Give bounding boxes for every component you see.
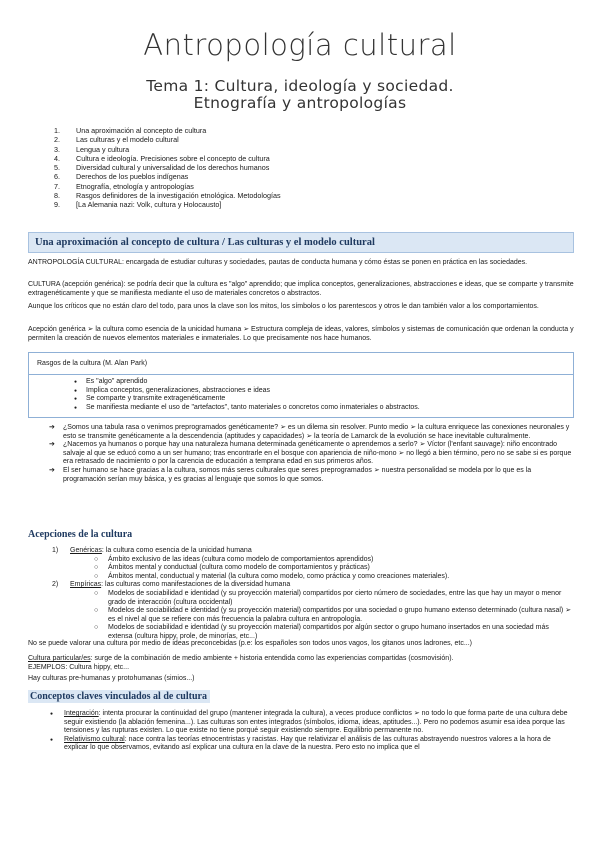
concepto-text	[64, 710, 572, 736]
concepto-item	[52, 736, 572, 753]
paragraph-antropologia: ANTROPOLOGÍA CULTURAL: encargada de estudiar culturas y sociedades, pautas de conducta humana y cómo éstas se ponen en práctica en las sociedades.	[28, 259, 528, 266]
acepcion-label: Genéricas	[70, 547, 102, 554]
toc-item	[54, 163, 281, 172]
acepcion-subitem	[52, 590, 572, 607]
acepcion-desc: : las culturas como manifestaciones de la diversidad humana	[101, 581, 291, 589]
rasgo-item	[74, 404, 420, 413]
section-heading-box	[28, 232, 574, 253]
paragraph-cultura: CULTURA (acepción genérica): se podría decir que la cultura es "algo" aprendido; que implica conceptos, generalizaciones, abstracciones e ideas, que se comparte y transmite extragenéticamente y que se manifiesta mediante el uso de materiales concretos o abstractos.	[28, 281, 574, 297]
toc-number: 1.	[54, 126, 60, 135]
arrow-item	[49, 466, 572, 484]
circle-bullet-icon: ○	[94, 589, 99, 597]
toc-text: [La Alemania nazi: Volk, cultura y Holocausto]	[76, 200, 222, 210]
toc-item	[54, 154, 281, 163]
acepciones-list	[52, 547, 572, 642]
circle-bullet-icon: ○	[94, 607, 99, 615]
toc-text: Rasgos definidores de la investigación etnológica. Metodologías	[76, 191, 281, 201]
acepcion-subtext: Modelos de sociabilidad e identidad (y su proyección material) compartidos por una sociedad o grupo humano extenso determinado (cultura nasal) ➢ es el nivel al que se refiere con más frecuencia la palabra cultura en antropología.	[108, 607, 572, 623]
toc-item	[54, 191, 281, 200]
arrow-item	[49, 441, 572, 467]
acepcion-desc: : la cultura como esencia de la unicidad humana	[101, 547, 252, 554]
acepcion-number: 1)	[52, 547, 59, 554]
rasgo-item	[74, 387, 420, 396]
rasgos-title: Rasgos de la cultura (M. Alan Park)	[37, 360, 148, 367]
circle-bullet-icon: ○	[94, 624, 99, 632]
rasgo-text: Se comparte y transmite extragenéticamente	[86, 395, 226, 403]
acepcion-text	[70, 581, 290, 590]
cultura-particular-text: : surge de la combinación de medio ambiente + historia entendida como las experiencias compartidas (cosmovisión).	[90, 655, 454, 662]
toc-number: 5.	[54, 163, 60, 173]
subtitle-line-1: Tema 1: Cultura, ideología y sociedad.	[146, 77, 454, 95]
arrow-text: El ser humano se hace gracias a la cultura, somos más seres culturales que seres preprogramados ➢ nuestra personalidad se modela por lo que es la programación serían muy básica, y es gracias al lenguaje que somos lo que somos.	[63, 466, 532, 483]
subtitle-line-2: Etnografía y antropologías	[193, 94, 407, 112]
bullet-icon: ●	[74, 387, 78, 394]
toc-item	[54, 200, 281, 209]
concepto-item	[52, 710, 572, 736]
toc-text: Una aproximación al concepto de cultura	[76, 126, 207, 135]
toc-text: Lengua y cultura	[76, 144, 130, 154]
rasgo-item	[74, 378, 420, 387]
bullet-icon: ●	[74, 396, 78, 403]
rasgos-list	[74, 378, 420, 412]
toc-item	[54, 126, 281, 135]
rasgo-text: Es "algo" aprendido	[86, 378, 148, 385]
toc-number: 8.	[54, 191, 60, 201]
concepto-label: Relativismo cultural	[64, 735, 125, 743]
acepcion-subtext: Ámbitos mental, conductual y material (la cultura como modelo, como práctica y como creaciones materiales).	[108, 572, 450, 580]
acepcion-subitem	[52, 624, 572, 641]
acepcion-subitem	[52, 556, 572, 565]
bullet-icon: ●	[50, 736, 54, 743]
acepcion-subtext: Modelos de sociabilidad e identidad (y su proyección material) compartidos por cierto número de sociedades, entre las que hay un mayor o menor grado de interacción (cultura occidental)	[108, 589, 562, 606]
section-heading: Una aproximación al concepto de cultura / Las culturas y el modelo cultural	[35, 237, 375, 248]
acepcion-number: 2)	[52, 581, 59, 589]
toc-number: 4.	[54, 153, 60, 163]
document-title: Antropología cultural	[143, 28, 457, 62]
toc-number: 2.	[54, 135, 60, 145]
arrow-icon: ➔	[49, 441, 55, 449]
acepcion-subtext: Modelos de sociabilidad e identidad (y su proyección material) compartidos por algún sector o grupo humano insertados en una sociedad más extensa (cultura hippy, prole, de minorías, etc...)	[108, 624, 549, 640]
paragraph-acepcion-generica: Acepción genérica ➢ la cultura como esencia de la unicidad humana ➢ Estructura compleja de ideas, valores, símbolos y sistemas de comunicación que ordenan la conducta y permiten la creación de nuevos elementos materiales e inmateriales. Lo que precisamente nos hace humanos.	[28, 326, 574, 342]
acepcion-item	[52, 581, 572, 590]
arrow-item	[49, 424, 572, 441]
acepcion-text	[70, 547, 252, 556]
concepto-desc: : intenta procurar la continuidad del grupo (mantener integrada la cultura), a veces produce conflictos ➢ no todo lo que forma parte de una cultura debe seguir existiendo (la ablación femenina...). Las culturas son entes integrados (símbolos, idioma, ideas, aptitudes...). Pero no podemos asumir esa idea porque las tensiones y las rupturas existen. Lo que existe no tiene porqué seguir existiendo siempre. Equilibrio permanente no.	[64, 710, 568, 735]
acepcion-subitem	[52, 607, 572, 624]
rasgo-item	[74, 395, 420, 404]
arrow-text: ¿Nacemos ya humanos o porque hay una naturaleza humana determinada genéticamente o aprendemos a serlo? ➢ Víctor (l'enfant sauvage): niño encontrado salvaje al que se educó como a un ser humano; tras encontrarle en el bosque con apariencia de niño-mono ➢ no llegó a bien término, pero no se sabe si es porque era retrasado de nacimiento o por la carencia de educación a temprana edad en sus primeros años.	[63, 441, 572, 466]
toc-number: 7.	[54, 181, 60, 191]
conceptos-heading: Conceptos claves vinculados al de cultura	[28, 690, 210, 703]
arrow-icon: ➔	[49, 424, 55, 431]
paragraph-valorar: No se puede valorar una cultura por medio de ideas preconcebidas (p.e: los españoles son todos unos vagos, los gitanos unos ladrones, etc...)	[28, 640, 472, 647]
cultura-particular-label: Cultura particular/es	[28, 655, 91, 662]
rasgos-header	[29, 353, 573, 375]
acepcion-item	[52, 547, 572, 556]
paragraph-ejemplos: EJEMPLOS: Cultura hippy, etc...	[28, 664, 130, 671]
circle-bullet-icon: ○	[94, 555, 99, 563]
acepcion-subitem	[52, 564, 572, 573]
toc-item	[54, 182, 281, 191]
bullet-icon: ●	[74, 404, 78, 411]
bullet-icon: ●	[50, 711, 54, 717]
toc-number: 3.	[54, 144, 60, 154]
arrow-icon: ➔	[49, 466, 55, 474]
acepcion-subtext: Ámbitos mental y conductual (cultura como modelo de comportamientos y prácticas)	[108, 564, 370, 572]
toc-item	[54, 172, 281, 181]
rasgo-text: Implica conceptos, generalizaciones, abstracciones e ideas	[86, 386, 271, 394]
paragraph-pre-humanas: Hay culturas pre-humanas y protohumanas (simios...)	[28, 675, 195, 682]
toc-number: 9.	[54, 200, 60, 210]
document-subtitle	[0, 78, 600, 112]
toc-text: Derechos de los pueblos indígenas	[76, 172, 189, 182]
table-of-contents	[54, 126, 281, 210]
arrow-list	[49, 424, 572, 484]
circle-bullet-icon: ○	[94, 572, 99, 580]
toc-text: Diversidad cultural y universalidad de los derechos humanos	[76, 163, 270, 173]
circle-bullet-icon: ○	[94, 564, 99, 572]
bullet-icon: ●	[74, 379, 78, 385]
toc-number: 6.	[54, 172, 60, 182]
acepcion-subitem	[52, 573, 572, 582]
paragraph-criticos: Aunque los críticos que no están claro del todo, para unos la clave son los mitos, los símbolos o los parentescos y otros le dan también valor a los comportamientos.	[28, 303, 539, 310]
concepto-label: Integración	[64, 710, 99, 717]
rasgo-text: Se manifiesta mediante el uso de "artefactos", tanto materiales o concretos como inmateriales o abstractos.	[86, 403, 420, 411]
acepcion-subtext: Ámbito exclusivo de las ideas (cultura como modelo de comportamientos aprendidos)	[108, 555, 374, 563]
toc-text: Etnografía, etnología y antropologías	[76, 181, 194, 191]
conceptos-list	[52, 710, 572, 753]
toc-text: Las culturas y el modelo cultural	[76, 135, 179, 145]
acepciones-heading: Acepciones de la cultura	[28, 529, 133, 540]
rasgos-box	[28, 352, 574, 418]
paragraph-cultura-particular	[28, 655, 574, 664]
arrow-text: ¿Somos una tabula rasa o venimos preprogramados genéticamente? ➢ es un dilema sin resolver. Punto medio ➢ la cultura enriquece las conexiones neuronales y esto se transmite genéticamente a la descendencia (aptitudes y capacidades) ➢ la teoría de Lamarck de la evolución se hace inevitable culturalmente.	[63, 424, 570, 440]
toc-item	[54, 135, 281, 144]
toc-item	[54, 145, 281, 154]
acepcion-label: Empíricas	[70, 581, 102, 589]
concepto-text	[64, 736, 572, 753]
toc-text: Cultura e ideología. Precisiones sobre el concepto de cultura	[76, 153, 270, 163]
concepto-desc: : nace contra las teorías etnocentristas y racistas. Hay que relativizar el análisis de las culturas abstrayendo nuestros valores a la hora de explicar lo que observamos, evitando así explicar una cultura en la clave de la nuestra. Pero esto no implica que el	[64, 735, 551, 752]
